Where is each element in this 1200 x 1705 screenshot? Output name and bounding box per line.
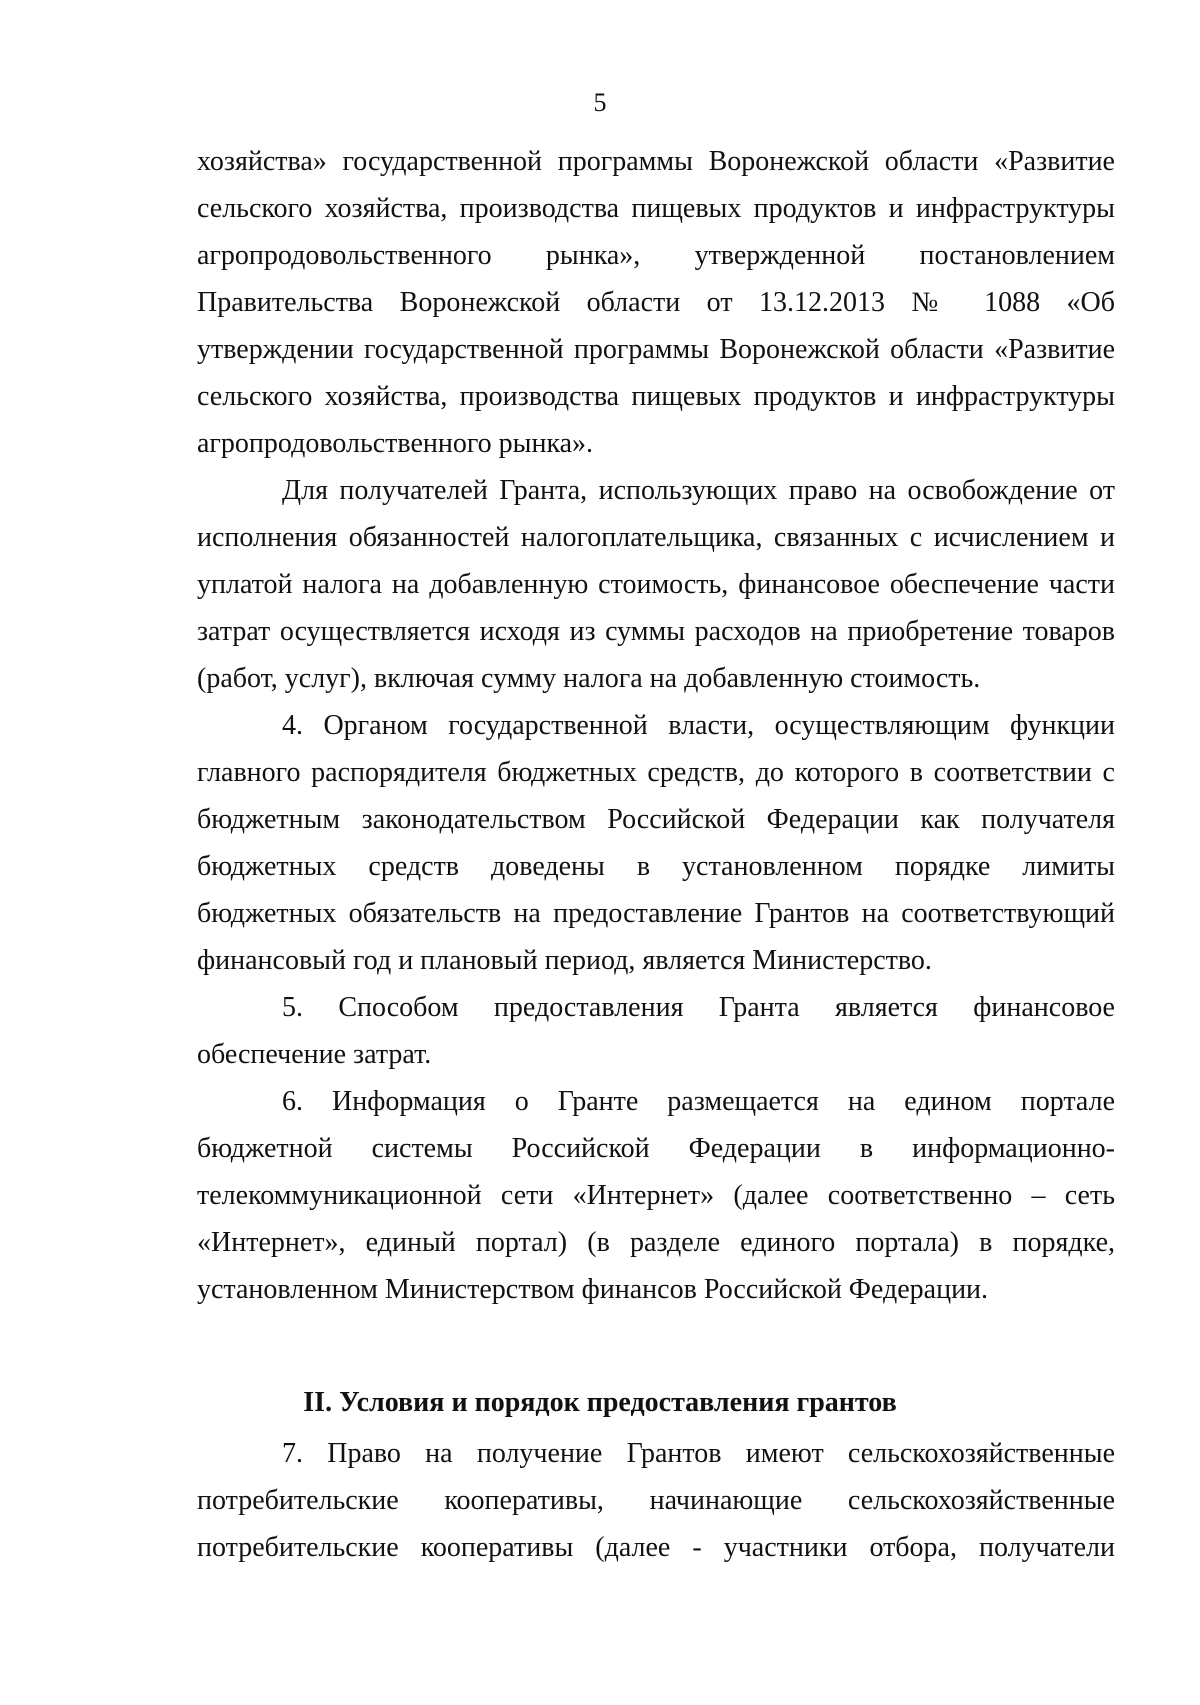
paragraph bbox=[197, 1430, 1115, 1571]
paragraph bbox=[197, 1078, 1115, 1313]
text-line: потребительские кооперативы (далее - участники отбора, получатели bbox=[197, 1532, 1115, 1563]
text-line: уплатой налога на добавленную стоимость, финансовое обеспечение части bbox=[197, 569, 1115, 600]
text-line: 6. Информация о Гранте размещается на едином портале bbox=[282, 1086, 1115, 1117]
text-line: 4. Органом государственной власти, осуществляющим функции bbox=[282, 710, 1115, 741]
text-line: главного распорядителя бюджетных средств, до которого в соответствии с bbox=[197, 757, 1115, 788]
text-line: бюджетной системы Российской Федерации в информационно- bbox=[197, 1133, 1115, 1164]
section-heading: II. Условия и порядок предоставления грантов bbox=[303, 1387, 897, 1418]
text-line: Для получателей Гранта, использующих право на освобождение от bbox=[282, 475, 1115, 506]
text-line: хозяйства» государственной программы Воронежской области «Развитие bbox=[197, 146, 1115, 177]
text-line: обеспечение затрат. bbox=[197, 1039, 432, 1070]
text-line: агропродовольственного рынка», утвержденной постановлением bbox=[197, 240, 1115, 271]
text-line: потребительские кооперативы, начинающие сельскохозяйственные bbox=[197, 1485, 1115, 1516]
text-line: финансовый год и плановый период, является Министерство. bbox=[197, 945, 932, 976]
text-line: установленном Министерством финансов Российской Федерации. bbox=[197, 1274, 989, 1305]
text-line: исполнения обязанностей налогоплательщика, связанных с исчислением и bbox=[197, 522, 1115, 553]
paragraph bbox=[197, 984, 1115, 1078]
body-text-lower bbox=[197, 1430, 1115, 1571]
text-line: 5. Способом предоставления Гранта является финансовое bbox=[282, 992, 1115, 1023]
paragraph bbox=[197, 467, 1115, 702]
text-line: агропродовольственного рынка». bbox=[197, 428, 594, 459]
text-line: утверждении государственной программы Воронежской области «Развитие bbox=[197, 334, 1115, 365]
text-line: «Интернет», единый портал) (в разделе единого портала) в порядке, bbox=[197, 1227, 1115, 1258]
text-line: бюджетных средств доведены в установленном порядке лимиты bbox=[197, 851, 1115, 882]
text-line: Правительства Воронежской области от 13.12.2013 № 1088 «Об bbox=[197, 287, 1115, 318]
page-number: 5 bbox=[593, 88, 607, 117]
text-line: телекоммуникационной сети «Интернет» (далее соответственно – сеть bbox=[197, 1180, 1115, 1211]
paragraph bbox=[197, 702, 1115, 984]
text-line: бюджетных обязательств на предоставление Грантов на соответствующий bbox=[197, 898, 1115, 929]
paragraph bbox=[197, 138, 1115, 467]
body-text-upper bbox=[197, 138, 1115, 1313]
text-line: сельского хозяйства, производства пищевых продуктов и инфраструктуры bbox=[197, 381, 1115, 412]
text-line: сельского хозяйства, производства пищевых продуктов и инфраструктуры bbox=[197, 193, 1115, 224]
text-line: 7. Право на получение Грантов имеют сельскохозяйственные bbox=[282, 1438, 1115, 1469]
text-line: бюджетным законодательством Российской Федерации как получателя bbox=[197, 804, 1115, 835]
text-line: затрат осуществляется исходя из суммы расходов на приобретение товаров bbox=[197, 616, 1115, 647]
text-line: (работ, услуг), включая сумму налога на добавленную стоимость. bbox=[197, 663, 981, 694]
